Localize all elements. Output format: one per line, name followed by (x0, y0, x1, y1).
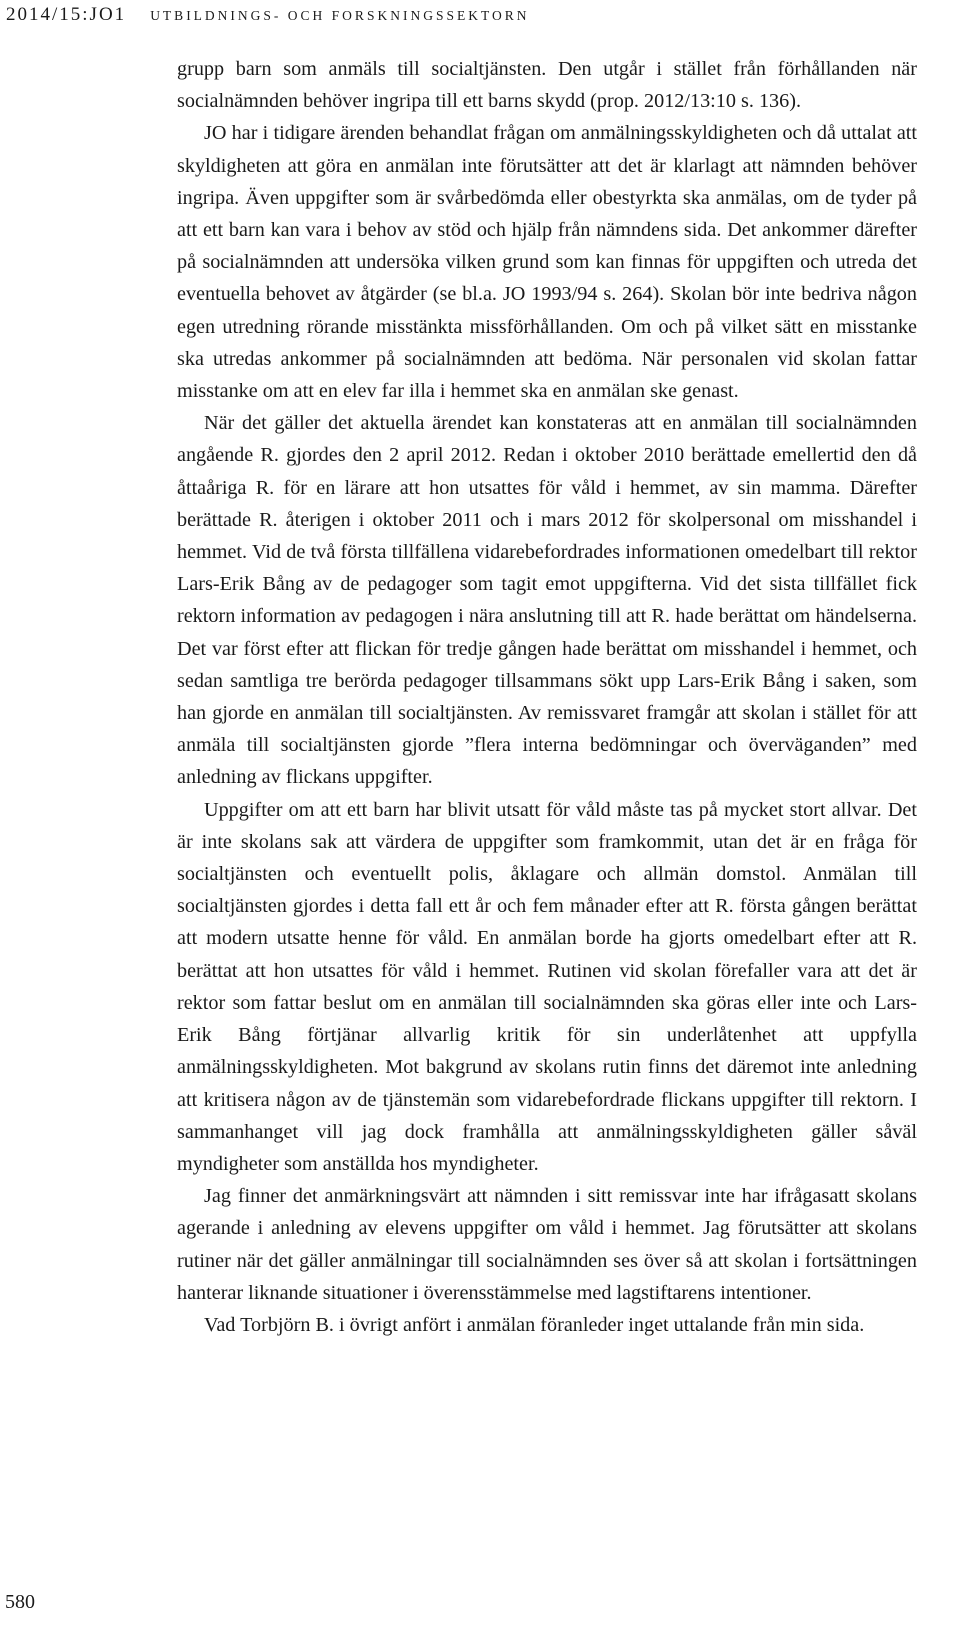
paragraph-3: När det gäller det aktuella ärendet kan konstateras att en anmälan till socialnämnden angående R. gjordes den 2 april 2012. Redan i oktober 2010 berättade emellertid den då åttaåriga R. för en lärare att hon utsattes för våld i hemmet, av sin mamma. Därefter berättade R. återigen i oktober 2011 och i mars 2012 för skolpersonal om misshandel i hemmet. Vid de två första tillfällena vidarebefordrades informationen omedelbart till rektor Lars-Erik Bång av de pedagoger som tagit emot uppgifterna. Vid det sista tillfället fick rektorn information av pedagogen i nära anslutning till att R. hade berättat om händelserna. Det var först efter att flickan för tredje gången hade berättat om misshandel i hemmet, och sedan samtliga tre berörda pedagoger tillsammans sökt upp Lars-Erik Bång i saken, som han gjorde en anmälan till socialtjänsten. Av remissvaret framgår att skolan i stället för att anmäla till socialtjänsten gjorde ”flera interna bedömningar och överväganden” med anledning av flickans uppgifter. (177, 412, 917, 789)
paragraph-2: JO har i tidigare ärenden behandlat frågan om anmälningsskyldigheten och då uttalat att skyldigheten att göra en anmälan inte förutsätter att det är klarlagt att nämnden behöver ingripa. Även uppgifter som är svårbedömda eller obestyrkta ska anmälas, om de tyder på att ett barn kan vara i behov av stöd och hjälp från nämndens sida. Det ankommer därefter på socialnämnden att undersöka vilken grund som kan finnas för uppgiften och utreda det eventuella behovet av åtgärder (se bl.a. JO 1993/94 s. 264). Skolan bör inte bedriva någon egen utredning rörande misstänkta missförhållanden. Om och på vilket sätt en misstanke ska utredas ankommer på socialnämnden att bedöma. När personalen vid skolan fattar misstanke om att en elev far illa i hemmet ska en anmälan ske genast. (177, 122, 917, 403)
paragraph-4: Uppgifter om att ett barn har blivit utsatt för våld måste tas på mycket stort allvar. Det är inte skolans sak att värdera de uppgifter som framkommit, utan det är en fråga för socialtjänsten och eventuellt polis, åklagare och allmän domstol. Anmälan till socialtjänsten gjordes i detta fall ett år och fem månader efter att R. första gången berättat att modern utsatte henne för våld. En anmälan borde ha gjorts omedelbart efter att R. berättat att hon utsattes för våld i hemmet. Rutinen vid skolan förefaller vara att det är rektor som fattar beslut om en anmälan till socialnämnden ska göras eller inte och Lars-Erik Bång förtjänar allvarlig kritik för sin underlåtenhet att uppfylla anmälningsskyldigheten. Mot bakgrund av skolans rutin finns det däremot inte anledning att kritisera någon av de tjänstemän som vidarebefordrade flickans uppgifter till rektorn. I sammanhanget vill jag dock framhålla att anmälningsskyldigheten gäller såväl myndigheter som anställda hos myndigheter. (177, 798, 917, 1175)
body-text (177, 53, 917, 1341)
paragraph-5: Jag finner det anmärkningsvärt att nämnden i sitt remissvar inte har ifrågasatt skolans agerande i anledning av elevens uppgifter om våld i hemmet. Jag förutsätter att skolans rutiner när det gäller anmälningar till socialnämnden ses över så att skolan i fortsättningen hanterar liknande situationer i överensstämmelse med lagstiftarens intentioner. (177, 1185, 917, 1304)
paragraph-1: grupp barn som anmäls till socialtjänsten. Den utgår i stället från förhållanden när socialnämnden behöver ingripa till ett barns skydd (prop. 2012/13:10 s. 136). (177, 58, 917, 113)
paragraph-6: Vad Torbjörn B. i övrigt anfört i anmälan föranleder inget uttalande från min sida. (204, 1313, 865, 1336)
section-title: UTBILDNINGS- OCH FORSKNINGSSEKTORN (150, 8, 530, 23)
document-reference: 2014/15:JO1 (6, 4, 127, 25)
running-header (6, 4, 529, 26)
page-number: 580 (5, 1591, 35, 1613)
